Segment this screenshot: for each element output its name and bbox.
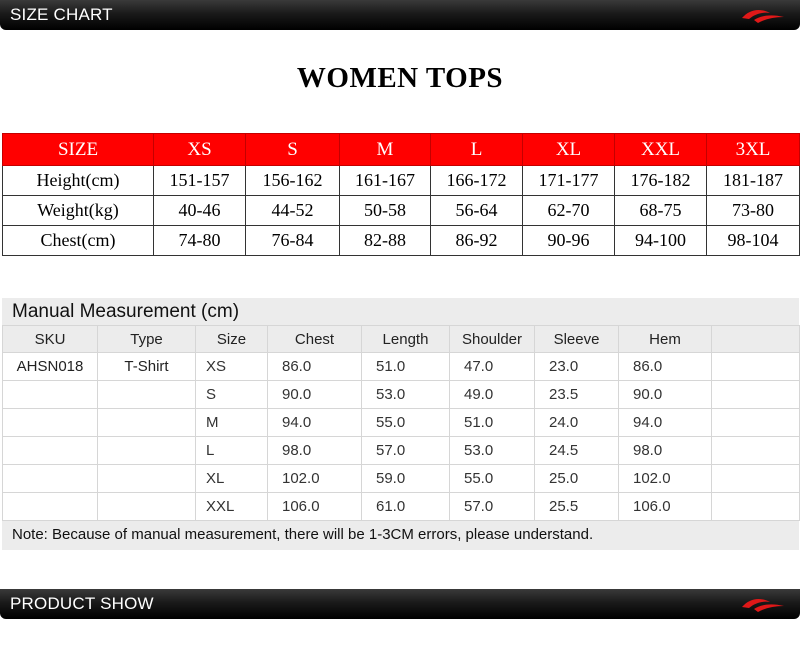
table-cell [712, 465, 800, 493]
table-cell: 55.0 [362, 409, 450, 437]
table-cell: AHSN018 [3, 353, 98, 381]
table-cell: 57.0 [450, 493, 535, 521]
table-cell: 24.5 [535, 437, 619, 465]
size-cell: 151-157 [154, 166, 246, 196]
table-cell: S [196, 381, 268, 409]
table-row [3, 409, 800, 437]
size-cell: 40-46 [154, 196, 246, 226]
size-row [3, 226, 800, 256]
size-row [3, 196, 800, 226]
table-cell: 106.0 [268, 493, 362, 521]
table-cell: 23.0 [535, 353, 619, 381]
table-cell: L [196, 437, 268, 465]
size-chart-table [2, 133, 800, 256]
size-cell: 50-58 [340, 196, 431, 226]
brand-swoosh-icon [740, 594, 786, 614]
table-cell: 51.0 [362, 353, 450, 381]
table-cell [98, 437, 196, 465]
banner-label: SIZE CHART [10, 5, 113, 24]
table-cell: 86.0 [619, 353, 712, 381]
size-cell: 181-187 [707, 166, 800, 196]
table-cell [98, 381, 196, 409]
table-cell: 102.0 [268, 465, 362, 493]
size-row [3, 166, 800, 196]
measurement-note: Note: Because of manual measurement, there will be 1-3CM errors, please understand. [12, 526, 594, 543]
size-cell: 56-64 [431, 196, 523, 226]
table-cell: 23.5 [535, 381, 619, 409]
table-cell: 57.0 [362, 437, 450, 465]
column-header: Type [98, 326, 196, 353]
table-cell: 98.0 [619, 437, 712, 465]
size-cell: 176-182 [615, 166, 707, 196]
size-cell: L [431, 134, 523, 166]
table-cell [3, 381, 98, 409]
table-cell: XL [196, 465, 268, 493]
page-title: WOMEN TOPS [296, 62, 504, 94]
column-header: Sleeve [535, 326, 619, 353]
table-cell: T-Shirt [98, 353, 196, 381]
size-cell: 62-70 [523, 196, 615, 226]
table-row [3, 381, 800, 409]
table-cell: 53.0 [362, 381, 450, 409]
column-header: Shoulder [450, 326, 535, 353]
table-cell: 106.0 [619, 493, 712, 521]
row-label-cell: Weight(kg) [3, 196, 154, 226]
table-cell: 90.0 [268, 381, 362, 409]
size-cell: 73-80 [707, 196, 800, 226]
table-cell: 94.0 [268, 409, 362, 437]
manual-measurement-title: Manual Measurement (cm) [12, 301, 240, 322]
table-row [3, 353, 800, 381]
table-cell [3, 493, 98, 521]
column-header: Hem [619, 326, 712, 353]
table-cell: 51.0 [450, 409, 535, 437]
size-cell: 94-100 [615, 226, 707, 256]
size-cell: XL [523, 134, 615, 166]
banner-label: PRODUCT SHOW [10, 594, 154, 613]
size-cell: 76-84 [246, 226, 340, 256]
table-cell [712, 437, 800, 465]
table-cell: 53.0 [450, 437, 535, 465]
table-cell [712, 493, 800, 521]
column-header: SKU [3, 326, 98, 353]
table-cell: 61.0 [362, 493, 450, 521]
size-cell: 161-167 [340, 166, 431, 196]
size-header-row [3, 134, 800, 166]
table-cell [98, 493, 196, 521]
size-cell: 82-88 [340, 226, 431, 256]
table-cell: 98.0 [268, 437, 362, 465]
column-header [712, 326, 800, 353]
table-cell [712, 353, 800, 381]
table-cell: 86.0 [268, 353, 362, 381]
table-cell: 55.0 [450, 465, 535, 493]
table-row [3, 493, 800, 521]
table-cell [3, 437, 98, 465]
size-cell: 86-92 [431, 226, 523, 256]
size-cell: 171-177 [523, 166, 615, 196]
table-cell [712, 381, 800, 409]
size-cell: XXL [615, 134, 707, 166]
table-row [3, 465, 800, 493]
size-cell: 74-80 [154, 226, 246, 256]
size-cell: 3XL [707, 134, 800, 166]
table-cell: 49.0 [450, 381, 535, 409]
size-cell: 68-75 [615, 196, 707, 226]
row-label-cell: SIZE [3, 134, 154, 166]
size-cell: 166-172 [431, 166, 523, 196]
table-cell: XS [196, 353, 268, 381]
table-cell: 102.0 [619, 465, 712, 493]
table-cell: XXL [196, 493, 268, 521]
column-header: Size [196, 326, 268, 353]
brand-swoosh-icon [740, 5, 786, 25]
size-cell: 98-104 [707, 226, 800, 256]
size-cell: 90-96 [523, 226, 615, 256]
table-cell: M [196, 409, 268, 437]
table-cell [98, 409, 196, 437]
table-cell: 47.0 [450, 353, 535, 381]
table-cell [98, 465, 196, 493]
row-label-cell: Height(cm) [3, 166, 154, 196]
table-row [3, 437, 800, 465]
table-cell: 59.0 [362, 465, 450, 493]
table-cell [3, 465, 98, 493]
table-cell [3, 409, 98, 437]
manual-header-row [3, 326, 800, 353]
table-cell: 90.0 [619, 381, 712, 409]
column-header: Chest [268, 326, 362, 353]
size-cell: M [340, 134, 431, 166]
table-cell: 25.0 [535, 465, 619, 493]
size-cell: S [246, 134, 340, 166]
table-cell: 24.0 [535, 409, 619, 437]
table-cell: 25.5 [535, 493, 619, 521]
table-cell: 94.0 [619, 409, 712, 437]
size-cell: 156-162 [246, 166, 340, 196]
size-chart-banner [0, 0, 800, 30]
column-header: Length [362, 326, 450, 353]
product-show-banner [0, 589, 800, 619]
manual-measurement-panel [2, 298, 799, 550]
row-label-cell: Chest(cm) [3, 226, 154, 256]
manual-measurement-table [2, 325, 800, 521]
size-cell: XS [154, 134, 246, 166]
size-cell: 44-52 [246, 196, 340, 226]
table-cell [712, 409, 800, 437]
